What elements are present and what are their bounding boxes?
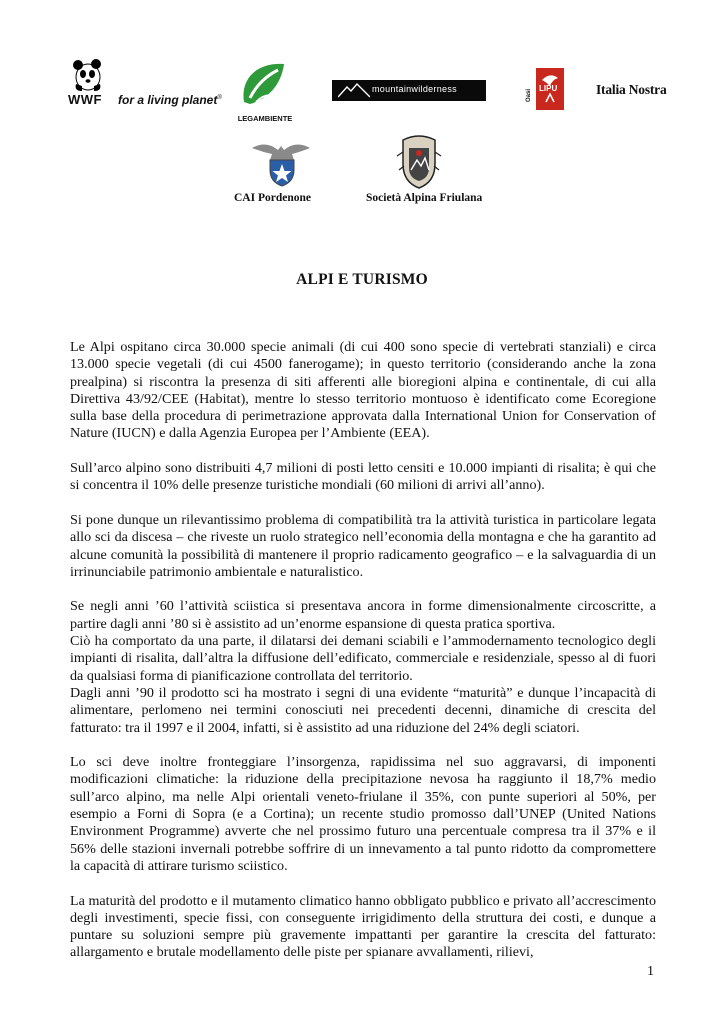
wwf-logo [68,58,228,110]
registered-mark: ® [217,95,222,101]
cai-caption: CAI Pordenone [234,192,311,204]
paragraph: Dagli anni ’90 il prodotto sci ha mostrato i segni di una evidente “maturità” e dunque l’incapacità di alimentare, perlomeno nei termini conosciuti nei precedenti decenni, dinamiche di crescita del fatturato: tra il 1997 e il 2004, infatti, si è assistito ad una riduzione del 24% degli sciatori. [70,684,656,736]
page-number: 1 [647,964,654,979]
wwf-wordmark: WWF [68,92,102,107]
document-title: ALPI E TURISMO [296,271,428,288]
lipu-oasi-label: Oasi [526,88,532,102]
legambiente-leaf-icon [238,58,290,110]
mountain-icon [338,83,370,98]
paragraph: Lo sci deve inoltre fronteggiare l’insorgenza, rapidissima nel suo aggravarsi, di imponenti modificazioni climatiche: la riduzione della precipitazione nevosa ha raggiunto il 18,7% medio sull’arco alpino, ma nelle Alpi orientali veneto-friulane il 35%, con punte superiori al 50%, per esempio a Forni di Sopra (e a Cortina); un recente studio promosso dall’UNEP (United Nations Environment Programme) avverte che nel prossimo futuro una percentuale compresa tra il 37% e il 56% delle stazioni invernali potrebbe soffrire di un innevamento a tal punto ridotto da compromettere la capacità di attirare turismo sciistico. [70,754,656,874]
lipu-wordmark: LIPU [539,84,558,93]
saf-caption: Società Alpina Friulana [366,192,483,204]
wwf-slogan-text: for a living planet [118,93,218,107]
mountain-wilderness-wordmark: mountainwilderness [372,84,457,94]
paragraph: Se negli anni ’60 l’attività sciistica si presentava ancora in forme dimensionalmente circoscritte, a partire dagli anni ’80 si è assistito ad un’enorme espansione di questa pratica sportiva. [70,598,656,632]
cai-eagle-icon [250,138,312,188]
paragraph: La maturità del prodotto e il mutamento climatico hanno obbligato pubblico e privato all’accrescimento degli investimenti, specie fissi, con conseguente irrigidimento della struttura dei costi, e dunque a puntare su soluzioni sempre più gravemente impattanti per garantire la crescita del fatturato: allargamento e brutale modellamento delle piste per spianare avvallamenti, rilievi, [70,892,656,961]
paragraph: Sull’arco alpino sono distribuiti 4,7 milioni di posti letto censiti e 10.000 impianti di risalita; è qui che si concentra il 10% delle presenze turistiche mondiali (60 milioni di arrivi all’anno). [70,460,656,494]
mountain-wilderness-logo [332,80,486,101]
paragraph: Ciò ha comportato da una parte, il dilatarsi dei demani sciabili e l’ammodernamento tecnologico degli impianti di risalita, dall’altra la diffusione dell’edificato, commerciale e residenziale, spesso al di fuori da qualsiasi forma di pianificazione controllata del territorio. [70,633,656,684]
wwf-slogan [118,93,222,107]
panda-icon [70,58,106,92]
document-body [70,339,656,979]
cai-emblem [250,138,312,188]
paragraph: Le Alpi ospitano circa 30.000 specie animali (di cui 400 sono specie di vertebrati stanziali) e circa 13.000 specie vegetali (di cui 4500 fanerogame); in questo territorio (considerando anche la zona prealpina) si riscontra la presenza di siti afferenti alle bioregioni alpina e continentale, di cui alla Direttiva 43/92/CEE (Habitat), mentre lo stesso territorio montuoso è identificato come Ecoregione sulla base della procedura di perimetrazione approvata dalla International Union for Conservation of Nature (IUCN) e dalla Agenzia Europea per l’Ambiente (EEA). [70,339,656,442]
lipu-logo [526,68,566,112]
saf-crest-icon [395,134,443,190]
legambiente-wordmark: LEGAMBIENTE [237,114,293,123]
paragraph: Si pone dunque un rilevantissimo problema di compatibilità tra la attività turistica in particolare legata allo sci da discesa – che riveste un ruolo strategico nell’economia della montagna e che ha garantito ad alcune comunità la possibilità di mantenere il proprio radicamento geografico – e la salvaguardia di un irrinunciabile patrimonio ambientale e naturalistico. [70,511,656,580]
saf-emblem [395,134,443,190]
italia-nostra-logo: Italia Nostra [596,82,667,97]
legambiente-logo [230,58,300,124]
lipu-red-box [536,68,564,110]
